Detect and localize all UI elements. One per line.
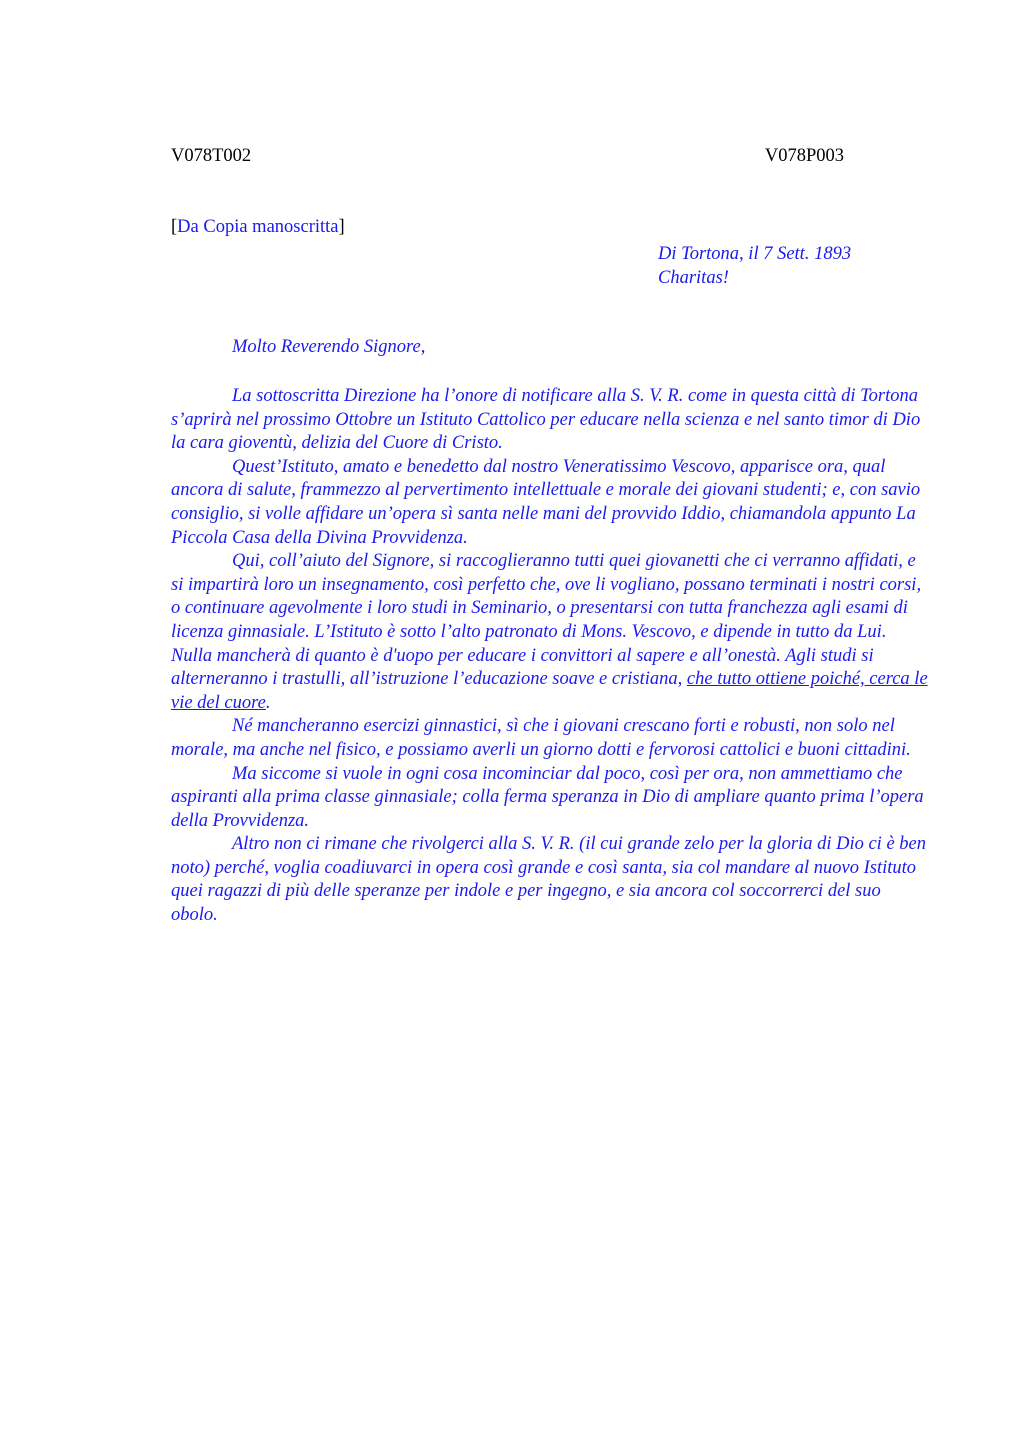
paragraph-3-end: . bbox=[265, 692, 271, 713]
salutation: Molto Reverendo Signore, bbox=[232, 337, 426, 357]
source-note bbox=[171, 217, 345, 238]
paragraph-1: La sottoscritta Direzione ha l’onore di notificare alla S. V. R. come in questa città di Tortona s’aprirà nel prossimo Ottobre un Istituto Cattolico per educare nella scienza e nel santo timor di Dio la cara gioventù, delizia del Cuore di Cristo. bbox=[171, 386, 921, 454]
paragraph-2: Quest’Istituto, amato e benedetto dal nostro Veneratissimo Vescovo, apparisce ora, qual ancora di salute, frammezzo al pervertimento intellettuale e morale dei giovani studenti; e, con savio consiglio, si volle affidare un’opera sì santa nelle mani del provvido Iddio, chiamandola appunto La Piccola Casa della Divina Provvidenza. bbox=[171, 456, 921, 548]
source-bracket-open: [ bbox=[171, 217, 178, 237]
paragraph-3 bbox=[171, 550, 931, 715]
source-label: Da Copia manoscritta bbox=[177, 217, 339, 237]
code-right: V078P003 bbox=[764, 146, 844, 166]
source-bracket-close: ] bbox=[338, 217, 345, 237]
paragraph-6: Altro non ci rimane che rivolgerci alla S. V. R. (il cui grande zelo per la gloria di Dio ci è ben noto) perché, voglia coadiuvarci in opera così grande e così santa, sia col mandare al nuovo Istituto quei ragazzi di più delle speranze per indole e per ingegno, e sia ancora col soccorrerci del suo obolo. bbox=[171, 834, 926, 926]
paragraph-4: Né mancheranno esercizi ginnastici, sì che i giovani crescano forti e robusti, non solo nel morale, ma anche nel fisico, e possiamo averli un giorno dotti e fervorosi cattolici e buoni cittadini. bbox=[171, 716, 911, 760]
code-left: V078T002 bbox=[171, 146, 252, 166]
dateline bbox=[658, 242, 851, 290]
archive-codes bbox=[171, 146, 844, 167]
letter-body bbox=[171, 385, 931, 928]
paragraph-3-text: Qui, coll’aiuto del Signore, si raccoglieranno tutti quei giovanetti che ci verranno affidati, e si impartirà loro un insegnamento, così perfetto che, ove li vogliano, possano terminati i nostri corsi, o continuare agevolmente i loro studi in Seminario, o presentarsi con tutta franchezza agli esami di licenza ginnasiale. L’Istituto è sotto l’alto patronato di Mons. Vescovo, e dipende in tutto da Lui. Nulla mancherà di quanto è d'uopo per educare i convittori al sapere e all’onestà. Agli studi si alterneranno i trastulli, all’istruzione l’educazione soave e cristiana, bbox=[171, 551, 922, 690]
paragraph-3-underlined: che tutto ottiene poiché, cerca le vie del cuore bbox=[171, 669, 928, 713]
motto: Charitas! bbox=[658, 268, 729, 288]
place-date: Di Tortona, il 7 Sett. 1893 bbox=[658, 244, 852, 264]
paragraph-5: Ma siccome si vuole in ogni cosa incominciar dal poco, così per ora, non ammettiamo che aspiranti alla prima classe ginnasiale; colla ferma speranza in Dio di ampliare quanto prima l’opera della Provvidenza. bbox=[171, 763, 924, 831]
